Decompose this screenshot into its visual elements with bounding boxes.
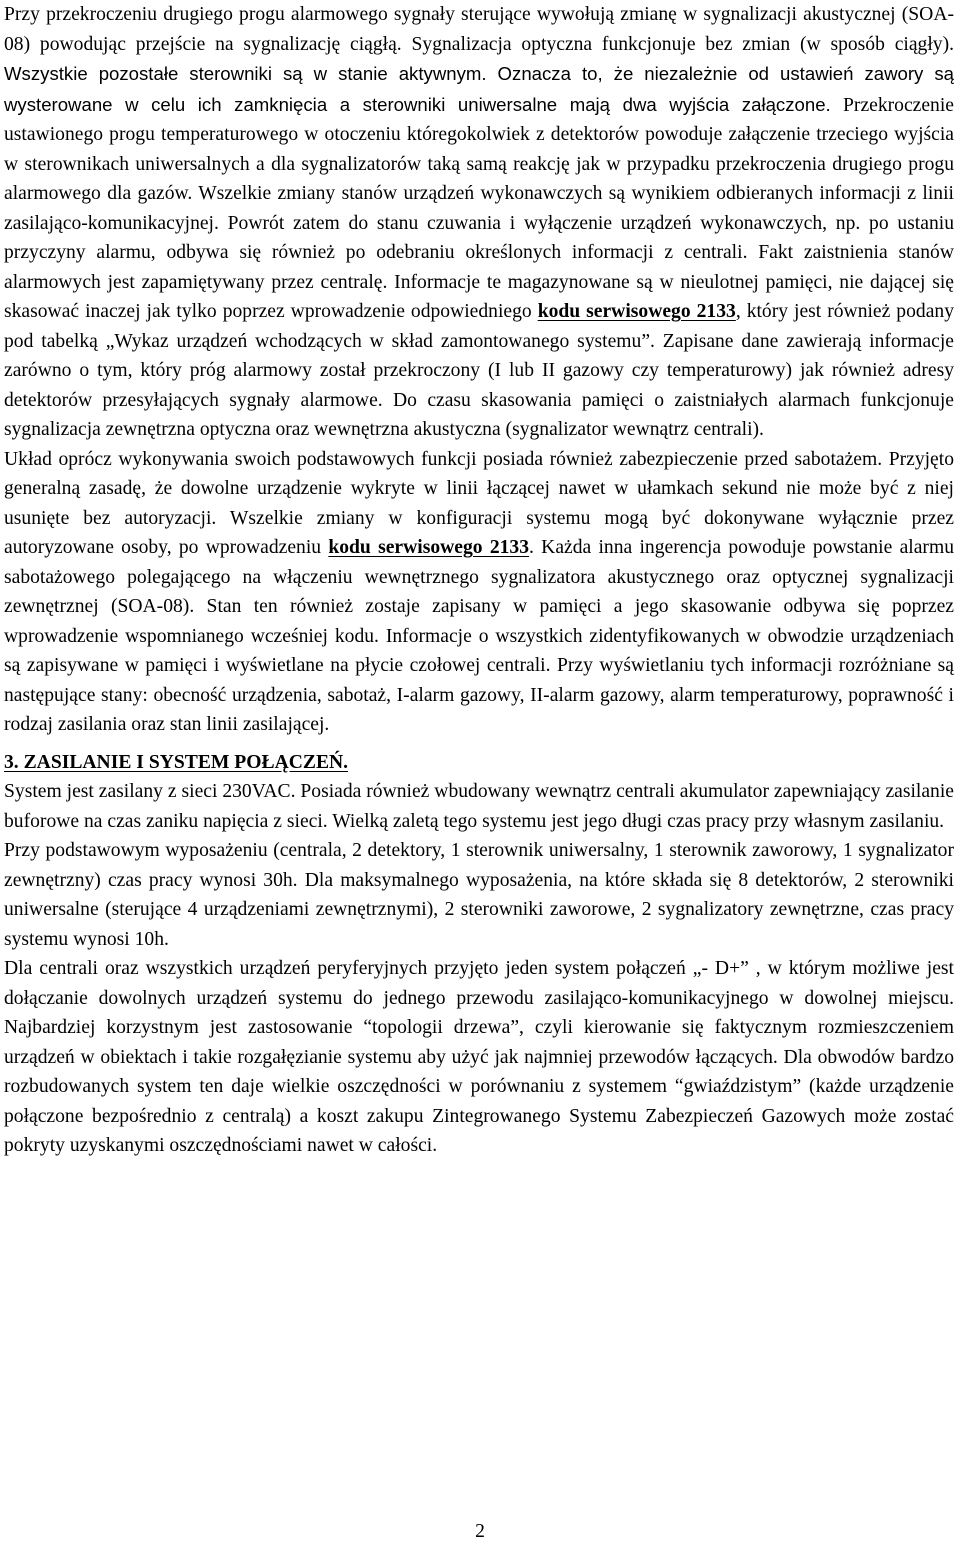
paragraph-alarm-signaling-text-4: , który jest również podany pod tabelką „Wykaz urządzeń wchodzących w skład zamontowanego systemu”. Zapisane dane zawierają informacje zarówno o tym, który próg alarmowy został przekroczony (I lub II gazowy czy temperaturowy) jak również adresy detektorów przesyłających sygnały alarmowe. Do czasu skasowania pamięci o zaistniałych alarmach funkcjonuje sygnalizacja zewnętrzna optyczna oraz wewnętrzna akustyczna (sygnalizator wewnątrz centrali). bbox=[4, 301, 954, 440]
paragraph-alarm-signaling-text-3: Przekroczenie ustawionego progu temperaturowego w otoczeniu któregokolwiek z detektorów powoduje załączenie trzeciego wyjścia w sterownikach uniwersalnych a dla sygnalizatorów taką samą reakcję jak w przypadku przekroczenia drugiego progu alarmowego dla gazów. Wszelkie zmiany stanów urządzeń wykonawczych są wynikiem odbieranych informacji z linii zasilająco-komunikacyjnej. Powrót zatem do stanu czuwania i wyłączenie urządzeń wykonawczych, np. po ustaniu przyczyny alarmu, odbywa się również po odebraniu określonych informacji z centrali. Fakt zaistnienia stanów alarmowych jest zapamiętywany przez centralę. Informacje te magazynowane są w nieulotnej pamięci, nie dającej się skasować inaczej jak tylko poprzez wprowadzenie odpowiedniego bbox=[4, 94, 954, 322]
paragraph-alarm-signaling-text-1: Przy przekroczeniu drugiego progu alarmowego sygnały sterujące wywołują zmianę w sygnalizacji akustycznej (SOA-08) powodując przejście na sygnalizację ciągłą. Sygnalizacja optyczna funkcjonuje bez zmian (w sposób ciągły). bbox=[4, 4, 954, 55]
paragraph-alarm-signaling bbox=[4, 0, 954, 445]
service-code-reference: kodu serwisowego 2133 bbox=[328, 537, 530, 558]
page-number: 2 bbox=[475, 1521, 485, 1542]
paragraph-sabotage-protection bbox=[4, 445, 954, 740]
paragraph-connection-system: Dla centrali oraz wszystkich urządzeń peryferyjnych przyjęto jeden system połączeń „- D+” , w którym możliwe jest dołączanie dowolnych urządzeń systemu do jednego przewodu zasilająco-komunikacyjnego w dowolnej miejscu. Najbardziej korzystnym jest zastosowanie “topologii drzewa”, czyli kierowanie się faktycznym rozmieszczeniem urządzeń w obiektach i takie rozgałęzianie systemu aby użyć jak najmniej przewodów łączących. Dla obwodów bardzo rozbudowanych system ten daje wielkie oszczędności w porównaniu z systemem “gwiaździstym” (każde urządzenie połączone bezpośrednio z centralą) a koszt zakupu Zintegrowanego Systemu Zabezpieczeń Gazowych może zostać pokryty uzyskanymi oszczędnościami nawet w całości. bbox=[4, 958, 954, 1156]
paragraph-sabotage-text-2: . Każda inna ingerencja powoduje powstanie alarmu sabotażowego polegającego na włączeniu wewnętrznego sygnalizatora akustycznego oraz optycznej sygnalizacji zewnętrznej (SOA-08). Stan ten również zostaje zapisany w pamięci a jego skasowanie odbywa się poprzez wprowadzenie wspomnianego wcześniej kodu. Informacje o wszystkich zidentyfikowanych w obwodzie urządzeniach są zapisywane w pamięci i wyświetlane na płycie czołowej centrali. Przy wyświetlaniu tych informacji rozróżniane są następujące stany: obecność urządzenia, sabotaż, I-alarm gazowy, II-alarm gazowy, alarm temperaturowy, poprawność i rodzaj zasilania oraz stan linii zasilającej. bbox=[4, 537, 954, 735]
paragraph-alarm-signaling-text-2: Wszystkie pozostałe sterowniki są w stanie aktywnym. Oznacza to, że niezależnie od ustawień zawory są wysterowane w celu ich zamknięcia a sterowniki uniwersalne mają dwa wyjścia załączone. bbox=[4, 63, 954, 115]
paragraph-sabotage-text-1: Układ oprócz wykonywania swoich podstawowych funkcji posiada również zabezpieczenie przed sabotażem. Przyjęto generalną zasadę, że dowolne urządzenie wykryte w linii łączącej nawet w ułamkach sekund nie może być z niej usunięte bez autoryzacji. Wszelkie zmiany w konfiguracji systemu mogą być dokonywane wyłącznie przez autoryzowane osoby, po wprowadzeniu bbox=[4, 448, 954, 558]
paragraph-power-supply: System jest zasilany z sieci 230VAC. Posiada również wbudowany wewnątrz centrali akumulator zapewniający zasilanie buforowe na czas zaniku napięcia z sieci. Wielką zaletą tego systemu jest jego długi czas pracy przy własnym zasilaniu. bbox=[4, 781, 954, 832]
paragraph-operating-time: Przy podstawowym wyposażeniu (centrala, 2 detektory, 1 sterownik uniwersalny, 1 sterownik zaworowy, 1 sygnalizator zewnętrzny) czas pracy wynosi 30h. Dla maksymalnego wyposażenia, na które składa się 8 detektorów, 2 sterowniki uniwersalne (sterujące 4 urządzeniami zewnętrznymi), 2 sterowniki zaworowe, 2 sygnalizatory zewnętrzne, czas pracy systemu wynosi 10h. bbox=[4, 840, 954, 950]
service-code-reference: kodu serwisowego 2133 bbox=[537, 301, 736, 322]
section-heading: 3. ZASILANIE I SYSTEM POŁĄCZEŃ. bbox=[4, 751, 349, 773]
